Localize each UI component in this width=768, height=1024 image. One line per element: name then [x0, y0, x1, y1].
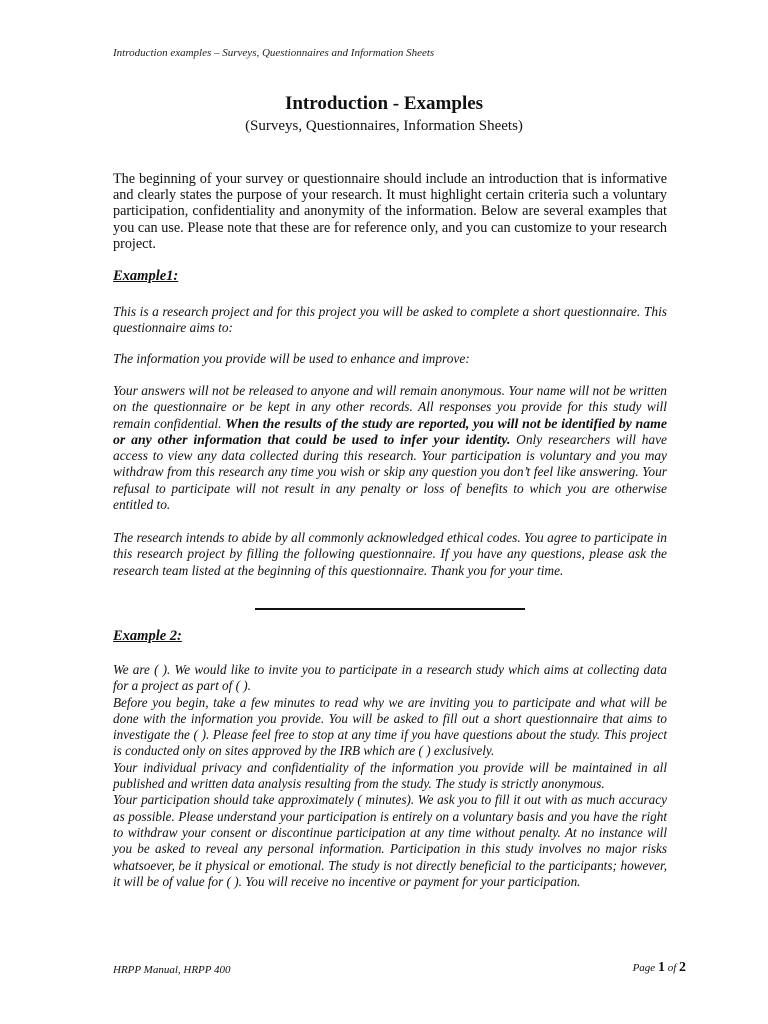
page-title: Introduction - Examples [284, 93, 484, 114]
example1-paragraph-3 [113, 383, 667, 513]
example1-paragraph-2: The information you provide will be used to enhance and improve: [113, 351, 470, 366]
example1-paragraph-4: The research intends to abide by all commonly acknowledged ethical codes. You agree to participate in this research project by filling the following questionnaire. If you have any questions, please ask the research team listed at the beginning of this questionnaire. Thank you for your time. [113, 530, 667, 578]
example2-paragraph-3: Your individual privacy and confidentiality of the information you provide will be maintained in all published and written data analysis resulting from the study. The study is strictly anonymous. [113, 759, 667, 792]
example2-paragraph-2: Before you begin, take a few minutes to read why we are inviting you to participate and what will be done with the information you provide. You will be asked to fill out a short questionnaire that aims to investigate the ( ). Please feel free to stop at any time if you have questions about the study. This project is conducted only on sites approved by the IRB which are ( ) exclusively. [113, 694, 667, 759]
example2-heading: Example 2: [113, 628, 182, 644]
running-header: Introduction examples – Surveys, Questionnaires and Information Sheets [113, 47, 435, 59]
footer-manual-ref: HRPP Manual, HRPP 400 [113, 964, 231, 976]
of-label: of [664, 962, 679, 974]
intro-paragraph: The beginning of your survey or questionnaire should include an introduction that is informative and clearly states the purpose of your research. It must highlight certain criteria such a voluntary participation, confidentiality and anonymity of the information. Below are several examples that you can use. Please note that these are for reference only, and you can customize to your research project. [113, 171, 667, 252]
page-label: Page [632, 962, 658, 974]
page-subtitle: (Surveys, Questionnaires, Information Sheets) [245, 118, 523, 134]
example2-paragraph-4: Your participation should take approximately ( minutes). We ask you to fill it out with as much accuracy as possible. Please understand your participation is entirely on a voluntary basis and you have the right to withdraw your consent or discontinue participation at any time without penalty. At no instance will you be asked to reveal any personal information. Participation in this study involves no major risks whatsoever, be it physical or emotional. The study is not directly beneficial to the participants; however, it will be of value for ( ). You will receive no incentive or payment for your participation. [113, 792, 667, 889]
example1-paragraph-3-end: Only researchers will have access to view any data collected during this research. Your participation is voluntary and you may withdraw from this research any time you wish or skip any question you don’t feel like answering. Your refusal to participate will not result in any penalty or loss of benefits to which you are otherwise entitled to. [113, 431, 667, 513]
example2-paragraph-1: We are ( ). We would like to invite you to participate in a research study which aims at collecting data for a project as part of ( ). [113, 662, 667, 694]
section-divider [255, 608, 525, 610]
example1-paragraph-3-start: Your answers will not be released to anyone and will remain anonymous. Your name will not be written on the questionnaire or be kept in any other records. All responses you provide for this study will remain confidential. [113, 383, 667, 431]
example1-paragraph-3-emphasis: When the results of the study are reported, you will not be identified by name or any other information that could be used to infer your identity. [113, 415, 667, 447]
example1-paragraph-1: This is a research project and for this project you will be asked to complete a short questionnaire. This questionnaire aims to: [113, 304, 667, 336]
page-total: 2 [679, 960, 686, 975]
example2-body [113, 662, 667, 890]
example1-heading: Example1: [113, 268, 179, 284]
page-number: 1 [657, 960, 665, 975]
footer-page-indicator [633, 960, 686, 976]
